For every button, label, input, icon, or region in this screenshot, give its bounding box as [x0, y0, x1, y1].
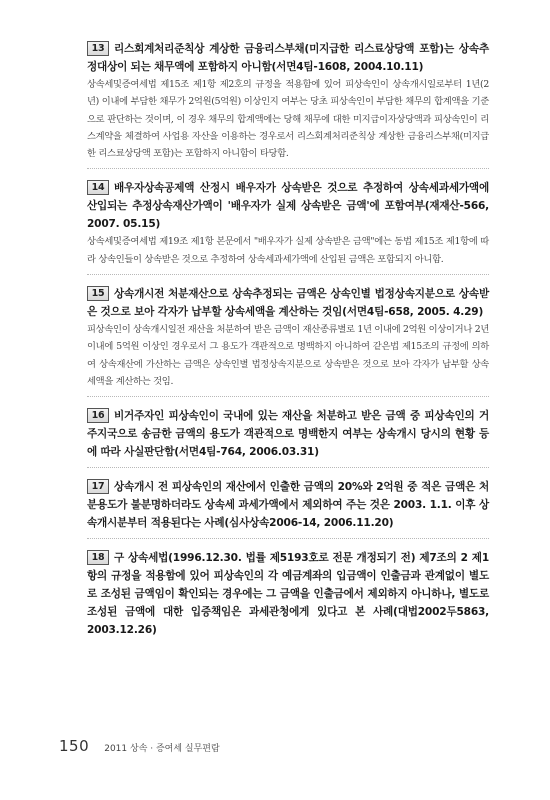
entry-16	[87, 407, 489, 461]
entry-number-badge: 14	[87, 180, 109, 195]
entry-heading: 구 상속세법(1996.12.30. 법률 제5193호로 전문 개정되기 전) 제7조의 2 제1항의 규정을 적용함에 있어 피상속인의 각 예금계좌의 입금액이 인출금과 관계없이 별도로 조성된 금액임이 확인되는 경우에는 그 금액을 인출금에서 제외하지 아니하나, 별도로 조성된 금액에 대한 입증책임은 과세관청에게 있다고 본 사례(대법2002두5863, 2003.12.26)	[87, 552, 489, 637]
entry-divider	[87, 274, 489, 275]
entry-15	[87, 285, 489, 390]
entry-18	[87, 549, 489, 639]
entry-14	[87, 179, 489, 268]
entry-13	[87, 40, 489, 162]
entry-divider	[87, 168, 489, 169]
page-footer	[59, 736, 220, 755]
entry-divider	[87, 396, 489, 397]
entry-body: 상속세및증여세법 제15조 제1항 제2호의 규정을 적용함에 있어 피상속인이 상속개시일로부터 1년(2년) 이내에 부담한 채무가 2억원(5억원) 이상인지 여부는 당초 피상속인이 부담한 채무의 합계액을 기준으로 판단하는 것이며, 이 경우 채무의 합계액에는 당해 채무에 대한 미지급이자상당액과 피상속인이 리스계약을 체결하여 사업용 자산을 이용하는 경우로서 리스회계처리준칙상 계상한 금융리스부채(미지급한 리스료상당액 포함)는 포함하지 아니함이 타당함.	[87, 79, 489, 160]
document-page	[87, 40, 489, 639]
entry-17	[87, 478, 489, 532]
entry-divider	[87, 467, 489, 468]
entry-heading: 리스회계처리준칙상 계상한 금융리스부채(미지급한 리스료상당액 포함)는 상속추정대상이 되는 채무액에 포함하지 아니함(서면4팀-1608, 2004.10.11)	[87, 43, 489, 73]
entry-divider	[87, 538, 489, 539]
entry-heading: 배우자상속공제액 산정시 배우자가 상속받은 것으로 추정하여 상속세과세가액에 산입되는 추정상속재산가액이 '배우자가 실제 상속받은 금액'에 포함여부(재재산-566, 2007. 05.15)	[87, 182, 489, 231]
entry-body: 상속세및증여세법 제19조 제1항 본문에서 "배우자가 실제 상속받은 금액"에는 동법 제15조 제1항에 따라 상속인들이 상속받은 것으로 추정하여 상속세과세가액에 산입된 금액은 포함되지 아니함.	[87, 236, 489, 265]
entry-body: 피상속인이 상속개시일전 재산을 처분하여 받은 금액이 재산종류별로 1년 이내에 2억원 이상이거나 2년 이내에 5억원 이상인 경우로서 그 용도가 객관적으로 명백하지 아니하여 같은법 제15조의 규정에 의하여 상속재산에 가산하는 금액은 상속인별 법정상속지분으로 상속받은 것으로 보아 각자가 납부할 상속세액을 계산하는 것임.	[87, 324, 489, 387]
entry-heading: 상속개시 전 피상속인의 재산에서 인출한 금액의 20%와 2억원 중 적은 금액은 처분용도가 불분명하더라도 상속세 과세가액에서 제외하여 주는 것은 2003. 1.1. 이후 상속개시분부터 적용된다는 사례(심사상속2006-14, 2006.11.20)	[87, 481, 489, 530]
entry-number-badge: 13	[87, 41, 109, 56]
entry-number-badge: 17	[87, 479, 109, 494]
entry-number-badge: 16	[87, 408, 109, 423]
entry-heading: 상속개시전 처분재산으로 상속추정되는 금액은 상속인별 법정상속지분으로 상속받은 것으로 보아 각자가 납부할 상속세액을 계산하는 것임(서면4팀-658, 2005. 4.29)	[87, 288, 489, 319]
running-title: 2011 상속 · 증여세 실무편람	[104, 744, 220, 754]
page-number: 150	[59, 737, 90, 755]
entry-heading: 비거주자인 피상속인이 국내에 있는 재산을 처분하고 받은 금액 중 피상속인의 거주지국으로 송금한 금액의 용도가 객관적으로 명백한지 여부는 상속개시 당시의 현황 등에 따라 사실판단함(서면4팀-764, 2006.03.31)	[87, 410, 489, 459]
entry-number-badge: 18	[87, 550, 109, 565]
entry-number-badge: 15	[87, 286, 109, 301]
